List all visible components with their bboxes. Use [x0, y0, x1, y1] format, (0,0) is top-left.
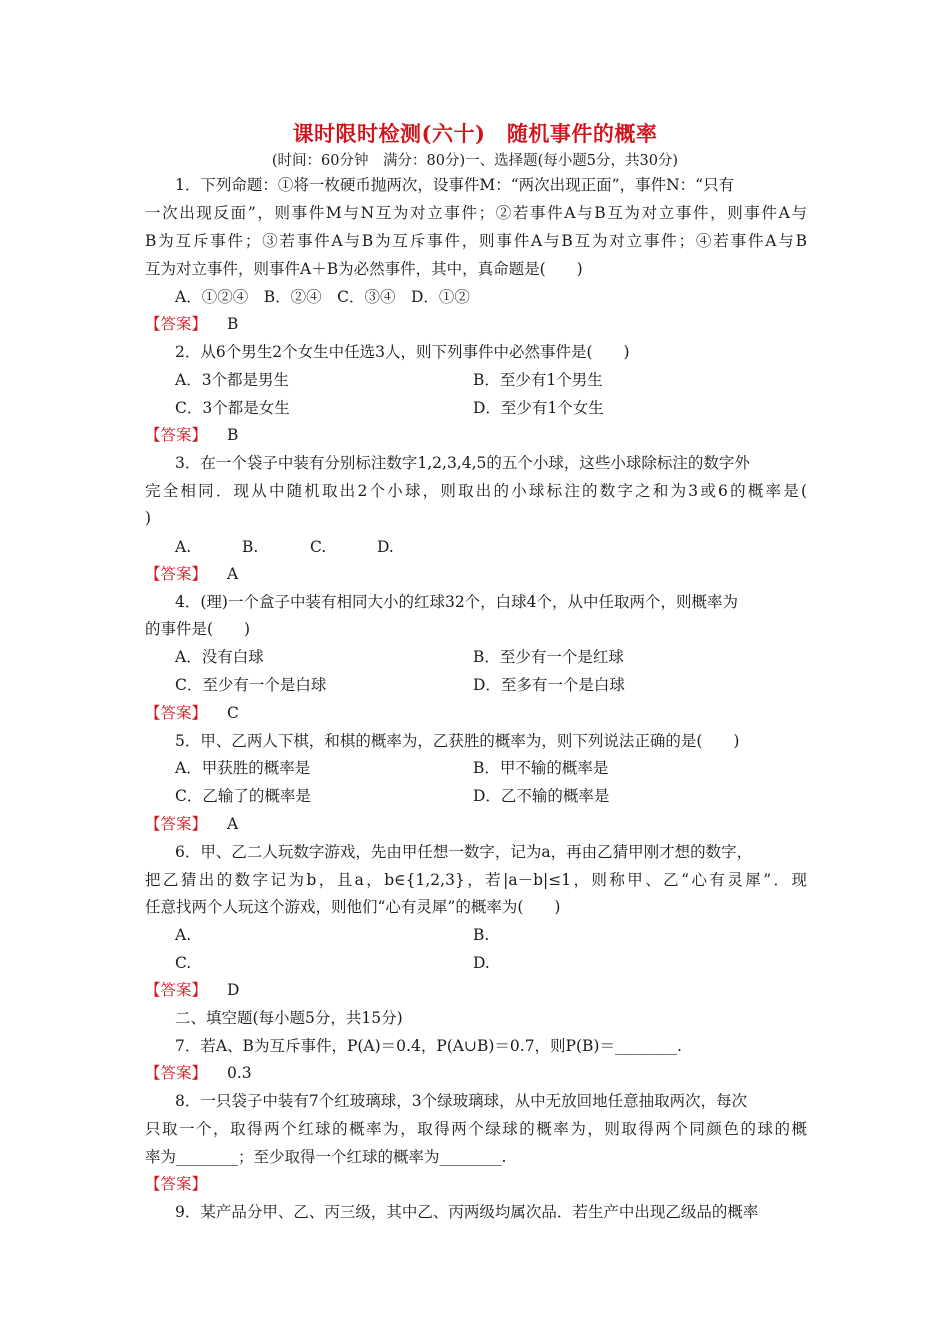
answer-tag: 【答案】	[145, 815, 208, 833]
q6-option-a: A.	[175, 926, 192, 944]
answer-value: D	[227, 981, 240, 999]
answer-value: B	[227, 315, 239, 333]
q3-option-c: C.	[310, 538, 327, 556]
q4-line-2: 的事件是( )	[145, 620, 251, 638]
q2-option-c: C．3个都是女生	[175, 399, 290, 417]
q5-option-b: B．甲不输的概率是	[473, 759, 609, 777]
q1-line-2: 一次出现反面”，则事件M与N互为对立事件；②若事件A与B互为对立事件，则事件A与	[145, 204, 807, 222]
answer-tag: 【答案】	[145, 315, 208, 333]
q7-stem: 7．若A、B为互斥事件，P(A)＝0.4，P(A∪B)＝0.7，则P(B)＝________.	[175, 1037, 682, 1055]
answer-tag: 【答案】	[145, 1064, 208, 1082]
q5-answer	[145, 814, 238, 834]
section-2-heading: 二、填空题(每小题5分，共15分)	[175, 1009, 403, 1027]
q2-stem: 2．从6个男生2个女生中任选3人，则下列事件中必然事件是( )	[175, 343, 630, 361]
answer-value: A	[227, 565, 239, 583]
q1-line-4: 互为对立事件，则事件A＋B为必然事件，其中，真命题是( )	[145, 260, 583, 278]
q4-option-a: A．没有白球	[175, 648, 264, 666]
page-subtitle: (时间：60分钟 满分：80分)一、选择题(每小题5分，共30分)	[271, 153, 679, 169]
q3-option-d: D.	[377, 538, 394, 556]
q6-option-d: D.	[473, 954, 490, 972]
q8-line-2: 只取一个，取得两个红球的概率为，取得两个绿球的概率为，则取得两个同颜色的球的概	[145, 1120, 807, 1138]
q4-line-1: 4．(理)一个盒子中装有相同大小的红球32个，白球4个，从中任取两个，则概率为	[175, 593, 739, 611]
q5-option-c: C．乙输了的概率是	[175, 787, 311, 805]
q4-option-c: C．至少有一个是白球	[175, 676, 327, 694]
answer-tag: 【答案】	[145, 565, 208, 583]
answer-tag: 【答案】	[145, 981, 208, 999]
q6-line-2: 把乙猜出的数字记为b，且a，b∈{1,2,3}，若|a－b|≤1，则称甲、乙“心有灵犀”．现	[145, 871, 807, 889]
q5-option-d: D．乙不输的概率是	[473, 787, 610, 805]
q8-line-3: 率为________；至少取得一个红球的概率为________.	[145, 1148, 507, 1166]
q5-option-a: A．甲获胜的概率是	[175, 759, 311, 777]
q3-option-a: A.	[175, 538, 192, 556]
q4-option-d: D．至多有一个是白球	[473, 676, 625, 694]
q2-option-a: A．3个都是男生	[175, 371, 290, 389]
q3-line-1: 3．在一个袋子中装有分别标注数字1,2,3,4,5的五个小球，这些小球除标注的数字外	[175, 454, 750, 472]
q7-answer	[145, 1063, 252, 1083]
q1-line-3: B为互斥事件；③若事件A与B为互斥事件，则事件A与B互为对立事件；④若事件A与B	[145, 232, 807, 250]
q3-line-3: )	[145, 509, 152, 527]
answer-tag: 【答案】	[145, 1175, 208, 1193]
q2-answer	[145, 425, 238, 445]
q1-line-1: 1．下列命题：①将一枚硬币抛两次，设事件M：“两次出现正面”，事件N：“只有	[175, 176, 735, 194]
answer-tag: 【答案】	[145, 704, 208, 722]
page-title: 课时限时检测(六十) 随机事件的概率	[292, 121, 658, 146]
q3-option-b: B.	[242, 538, 259, 556]
q6-option-c: C.	[175, 954, 192, 972]
q4-answer	[145, 703, 239, 723]
answer-value: A	[227, 815, 239, 833]
q8-line-1: 8．一只袋子中装有7个红玻璃球，3个绿玻璃球，从中无放回地任意抽取两次，每次	[175, 1092, 748, 1110]
q8-answer	[145, 1174, 207, 1194]
q2-option-d: D．至少有1个女生	[473, 399, 604, 417]
q6-line-1: 6．甲、乙二人玩数字游戏，先由甲任想一数字，记为a，再由乙猜甲刚才想的数字，	[175, 843, 753, 861]
q6-option-b: B.	[473, 926, 490, 944]
answer-value: B	[227, 426, 239, 444]
answer-value: 0.3	[227, 1064, 252, 1082]
q9-line-1: 9．某产品分甲、乙、丙三级，其中乙、丙两级均属次品．若生产中出现乙级品的概率	[175, 1203, 759, 1221]
q6-answer	[145, 980, 239, 1000]
answer-value: C	[227, 704, 239, 722]
q5-stem: 5．甲、乙两人下棋，和棋的概率为，乙获胜的概率为，则下列说法正确的是( )	[175, 732, 740, 750]
q6-line-3: 任意找两个人玩这个游戏，则他们“心有灵犀”的概率为( )	[145, 898, 561, 916]
q2-option-b: B．至少有1个男生	[473, 371, 603, 389]
q1-options: A．①②④ B．②④ C．③④ D．①②	[175, 288, 470, 306]
q3-answer	[145, 564, 238, 584]
answer-tag: 【答案】	[145, 426, 208, 444]
q4-option-b: B．至少有一个是红球	[473, 648, 624, 666]
q1-answer	[145, 314, 238, 334]
q3-line-2: 完全相同．现从中随机取出2个小球，则取出的小球标注的数字之和为3或6的概率是(	[145, 482, 807, 500]
